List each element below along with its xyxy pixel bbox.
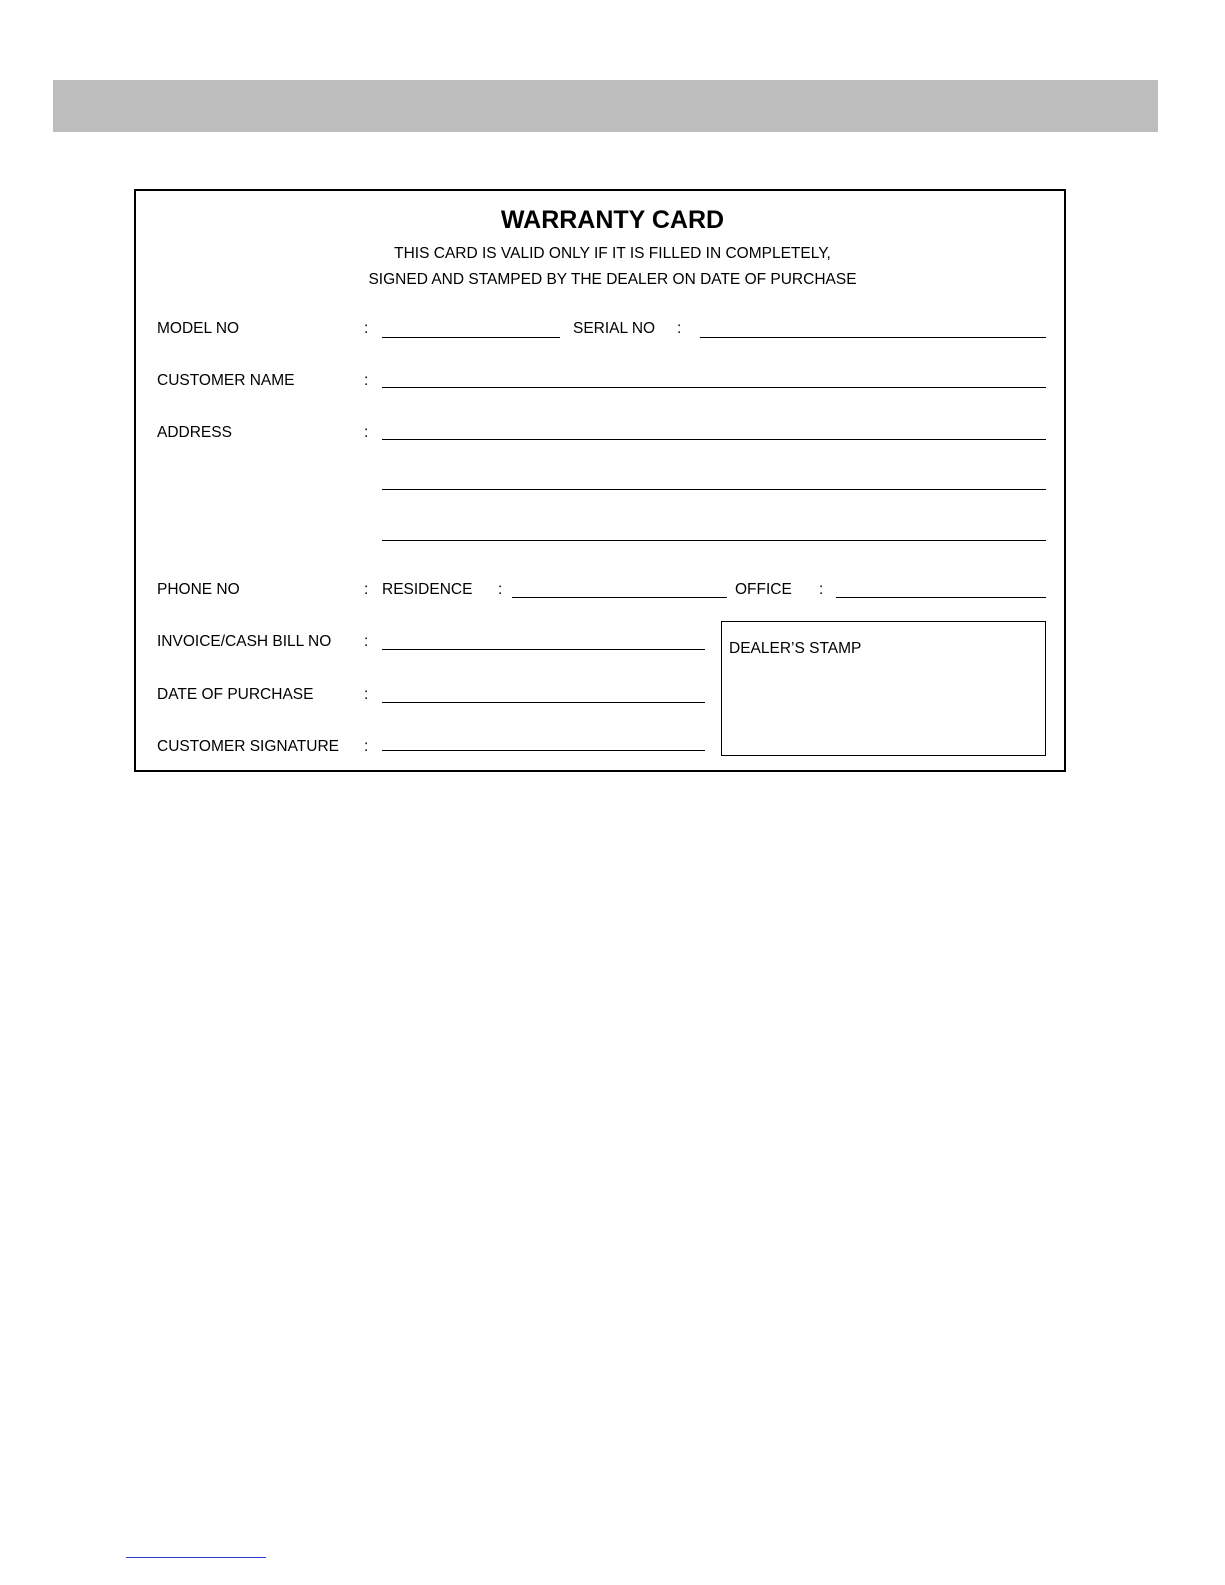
residence-colon: :: [498, 581, 503, 598]
model-no-colon: :: [364, 320, 369, 337]
invoice-field[interactable]: [382, 649, 705, 650]
card-subtitle-line-2: SIGNED AND STAMPED BY THE DEALER ON DATE OF PURCHASE: [368, 271, 857, 288]
date-of-purchase-colon: :: [364, 686, 369, 703]
invoice-colon: :: [364, 633, 369, 650]
serial-no-label: SERIAL NO: [573, 320, 656, 337]
date-of-purchase-field[interactable]: [382, 702, 705, 703]
footer-underline: [126, 1557, 266, 1558]
office-phone-field[interactable]: [836, 597, 1046, 598]
customer-signature-colon: :: [364, 738, 369, 755]
customer-name-label: CUSTOMER NAME: [157, 372, 295, 389]
residence-phone-field[interactable]: [512, 597, 727, 598]
card-title: WARRANTY CARD: [500, 206, 725, 234]
phone-no-colon: :: [364, 581, 369, 598]
dealer-stamp-box: [721, 621, 1046, 756]
model-no-label: MODEL NO: [157, 320, 240, 337]
address-field-line-1[interactable]: [382, 439, 1046, 440]
card-subtitle-line-1: THIS CARD IS VALID ONLY IF IT IS FILLED IN COMPLETELY,: [394, 245, 831, 262]
address-label: ADDRESS: [157, 424, 232, 441]
residence-label: RESIDENCE: [382, 581, 473, 598]
serial-no-field[interactable]: [700, 337, 1046, 338]
address-colon: :: [364, 424, 369, 441]
customer-signature-label: CUSTOMER SIGNATURE: [157, 738, 339, 755]
address-field-line-2[interactable]: [382, 489, 1046, 490]
serial-no-colon: :: [677, 320, 682, 337]
dealer-stamp-label: DEALER’S STAMP: [729, 640, 862, 657]
office-colon: :: [819, 581, 824, 598]
date-of-purchase-label: DATE OF PURCHASE: [157, 686, 314, 703]
customer-name-colon: :: [364, 372, 369, 389]
model-no-field[interactable]: [382, 337, 560, 338]
office-label: OFFICE: [735, 581, 792, 598]
address-field-line-3[interactable]: [382, 540, 1046, 541]
phone-no-label: PHONE NO: [157, 581, 240, 598]
header-band: [53, 80, 1158, 132]
customer-signature-field[interactable]: [382, 750, 705, 751]
invoice-label: INVOICE/CASH BILL NO: [157, 633, 332, 650]
customer-name-field[interactable]: [382, 387, 1046, 388]
